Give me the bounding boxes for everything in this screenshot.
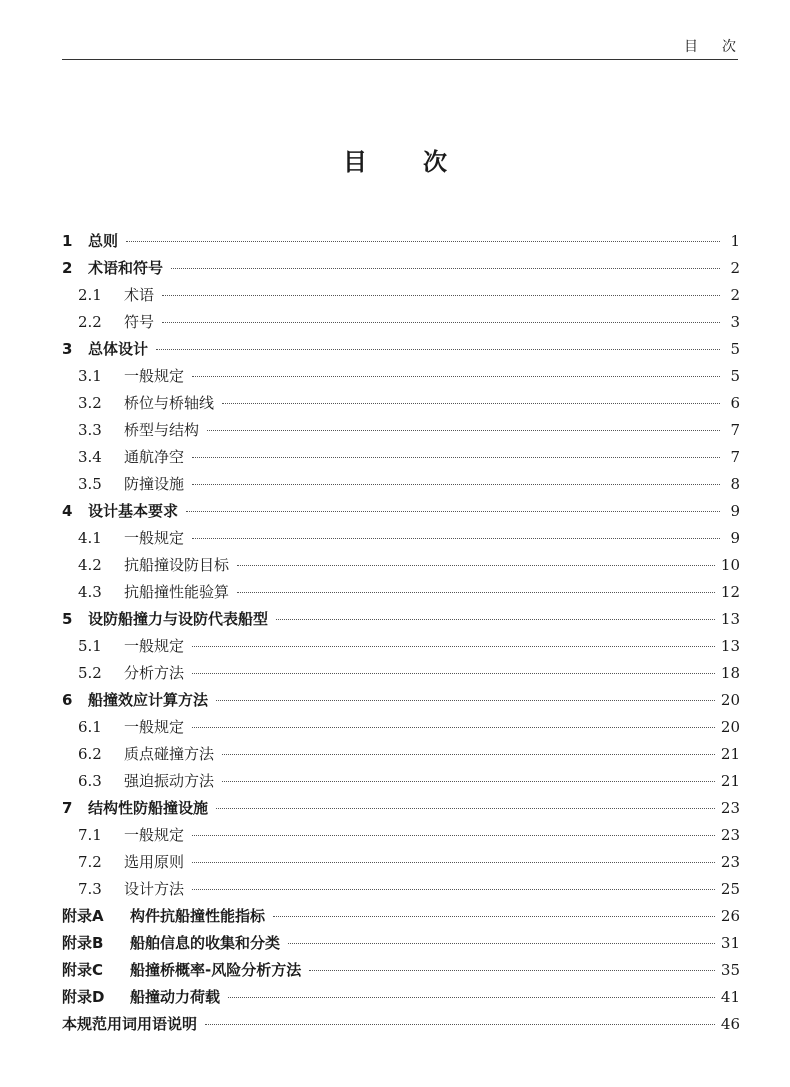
toc-dot-leader [126,241,720,242]
toc-entry[interactable] [62,714,740,741]
toc-entry-label: 结构性防船撞设施 [88,799,209,817]
toc-entry-page: 23 [720,853,740,871]
header-rule [62,59,738,60]
toc-entry[interactable] [62,363,740,390]
toc-dot-leader [237,592,715,593]
toc-entry-label: 术语和符号 [88,259,164,277]
toc-entry-number: 附录D [62,988,105,1006]
toc-dot-leader [273,916,715,917]
toc-entry-label: 构件抗船撞性能指标 [130,907,266,925]
toc-entry-number: 3.1 [78,367,102,385]
toc-entry-label: 抗船撞性能验算 [124,583,230,601]
toc-entry-number: 5.1 [78,637,102,655]
toc-dot-leader [192,646,715,647]
toc-entry-number: 附录B [62,934,104,952]
toc-entry-page: 2 [730,286,740,304]
toc-dot-leader [276,619,715,620]
toc-entry-label: 防撞设施 [124,475,185,493]
toc-entry-label: 一般规定 [124,718,185,736]
toc-entry[interactable] [62,606,740,633]
toc-entry-page: 7 [730,448,740,466]
toc-entry[interactable] [62,849,740,876]
toc-entry[interactable] [62,525,740,552]
toc-entry-label: 质点碰撞方法 [124,745,215,763]
toc-entry-page: 7 [730,421,740,439]
toc-entry[interactable] [62,309,740,336]
toc-dot-leader [192,457,720,458]
toc-entry-label: 本规范用词用语说明 [62,1015,198,1033]
toc-entry-label: 符号 [124,313,155,331]
toc-entry[interactable] [62,579,740,606]
toc-entry[interactable] [62,228,740,255]
toc-entry-page: 31 [720,934,740,952]
toc-entry-page: 3 [730,313,740,331]
toc-entry-page: 41 [720,988,740,1006]
toc-entry-number: 7.2 [78,853,102,871]
toc-dot-leader [216,700,715,701]
toc-entry-label: 分析方法 [124,664,185,682]
toc-entry[interactable] [62,390,740,417]
toc-entry-number: 7.1 [78,826,102,844]
toc-entry-page: 46 [720,1015,740,1033]
toc-entry[interactable] [62,255,740,282]
toc-entry[interactable] [62,687,740,714]
toc-entry-number: 3.3 [78,421,102,439]
toc-entry-page: 35 [720,961,740,979]
toc-dot-leader [171,268,720,269]
toc-entry-number: 6.2 [78,745,102,763]
toc-entry-label: 总体设计 [88,340,149,358]
toc-entry-label: 设计基本要求 [88,502,179,520]
toc-entry-number: 7.3 [78,880,102,898]
toc-dot-leader [192,376,720,377]
toc-entry-number: 5 [62,610,73,628]
toc-entry-number: 3.4 [78,448,102,466]
toc-entry[interactable] [62,930,740,957]
toc-dot-leader [192,673,715,674]
toc-entry-number: 6.3 [78,772,102,790]
toc-entry-page: 18 [720,664,740,682]
table-of-contents [62,228,740,1038]
toc-entry-label: 设防船撞力与设防代表船型 [88,610,269,628]
toc-dot-leader [192,835,715,836]
toc-entry-page: 12 [720,583,740,601]
toc-entry[interactable] [62,498,740,525]
toc-entry-label: 通航净空 [124,448,185,466]
running-header: 目次 [684,39,760,55]
toc-entry[interactable] [62,822,740,849]
toc-entry-label: 船撞动力荷载 [130,988,221,1006]
toc-entry[interactable] [62,417,740,444]
toc-dot-leader [192,484,720,485]
toc-entry-page: 20 [720,691,740,709]
toc-entry-number: 1 [62,232,73,250]
toc-entry[interactable] [62,741,740,768]
toc-dot-leader [309,970,715,971]
toc-entry-page: 9 [730,529,740,547]
toc-entry-number: 4.1 [78,529,102,547]
toc-entry-label: 抗船撞设防目标 [124,556,230,574]
toc-dot-leader [222,781,715,782]
toc-dot-leader [192,889,715,890]
toc-entry-number: 7 [62,799,73,817]
toc-entry[interactable] [62,633,740,660]
toc-entry-page: 10 [720,556,740,574]
toc-entry-page: 21 [720,745,740,763]
toc-dot-leader [156,349,720,350]
toc-entry-number: 附录A [62,907,104,925]
toc-entry-number: 3.5 [78,475,102,493]
toc-entry-page: 9 [730,502,740,520]
toc-entry[interactable] [62,984,740,1011]
toc-entry-label: 一般规定 [124,637,185,655]
toc-dot-leader [207,430,720,431]
toc-entry[interactable] [62,444,740,471]
toc-entry-label: 桥位与桥轴线 [124,394,215,412]
toc-dot-leader [192,538,720,539]
toc-entry-label: 设计方法 [124,880,185,898]
toc-entry-number: 3 [62,340,73,358]
toc-entry-number: 5.2 [78,664,102,682]
toc-entry-page: 2 [730,259,740,277]
toc-entry-number: 4.3 [78,583,102,601]
toc-entry-page: 5 [730,367,740,385]
toc-entry-label: 总则 [88,232,119,250]
toc-dot-leader [186,511,720,512]
toc-entry-number: 4.2 [78,556,102,574]
toc-entry[interactable] [62,471,740,498]
toc-entry-number: 6.1 [78,718,102,736]
toc-entry-page: 13 [720,610,740,628]
toc-entry-label: 选用原则 [124,853,185,871]
toc-dot-leader [228,997,715,998]
toc-entry-label: 船撞桥概率-风险分析方法 [130,961,302,979]
toc-entry-number: 2 [62,259,73,277]
toc-entry-page: 1 [730,232,740,250]
toc-entry-label: 桥型与结构 [124,421,200,439]
toc-dot-leader [288,943,715,944]
toc-entry-number: 4 [62,502,73,520]
toc-entry-label: 一般规定 [124,826,185,844]
toc-entry[interactable] [62,876,740,903]
toc-entry[interactable] [62,768,740,795]
toc-entry-page: 26 [720,907,740,925]
toc-entry-number: 附录C [62,961,104,979]
toc-dot-leader [162,322,720,323]
toc-entry-page: 8 [730,475,740,493]
toc-entry-number: 3.2 [78,394,102,412]
toc-entry-page: 13 [720,637,740,655]
toc-entry-label: 强迫振动方法 [124,772,215,790]
toc-dot-leader [192,727,715,728]
toc-dot-leader [216,808,715,809]
toc-dot-leader [192,862,715,863]
toc-entry-page: 23 [720,826,740,844]
toc-entry-label: 一般规定 [124,367,185,385]
toc-entry-label: 船舶信息的收集和分类 [130,934,281,952]
toc-entry-label: 船撞效应计算方法 [88,691,209,709]
toc-entry[interactable] [62,903,740,930]
toc-dot-leader [162,295,720,296]
toc-entry-label: 术语 [124,286,155,304]
toc-entry[interactable] [62,957,740,984]
toc-entry[interactable] [62,552,740,579]
toc-entry-number: 6 [62,691,73,709]
toc-entry[interactable] [62,336,740,363]
toc-dot-leader [222,754,715,755]
toc-entry[interactable] [62,282,740,309]
page-title: 目次 [343,148,503,176]
toc-entry-page: 20 [720,718,740,736]
toc-entry-page: 6 [730,394,740,412]
toc-dot-leader [205,1024,715,1025]
toc-entry-number: 2.1 [78,286,102,304]
toc-entry-page: 23 [720,799,740,817]
toc-entry[interactable] [62,1011,740,1038]
toc-entry-page: 25 [720,880,740,898]
toc-dot-leader [222,403,720,404]
toc-entry-page: 5 [730,340,740,358]
toc-entry[interactable] [62,660,740,687]
toc-dot-leader [237,565,715,566]
toc-entry-label: 一般规定 [124,529,185,547]
toc-entry[interactable] [62,795,740,822]
toc-entry-page: 21 [720,772,740,790]
toc-entry-number: 2.2 [78,313,102,331]
